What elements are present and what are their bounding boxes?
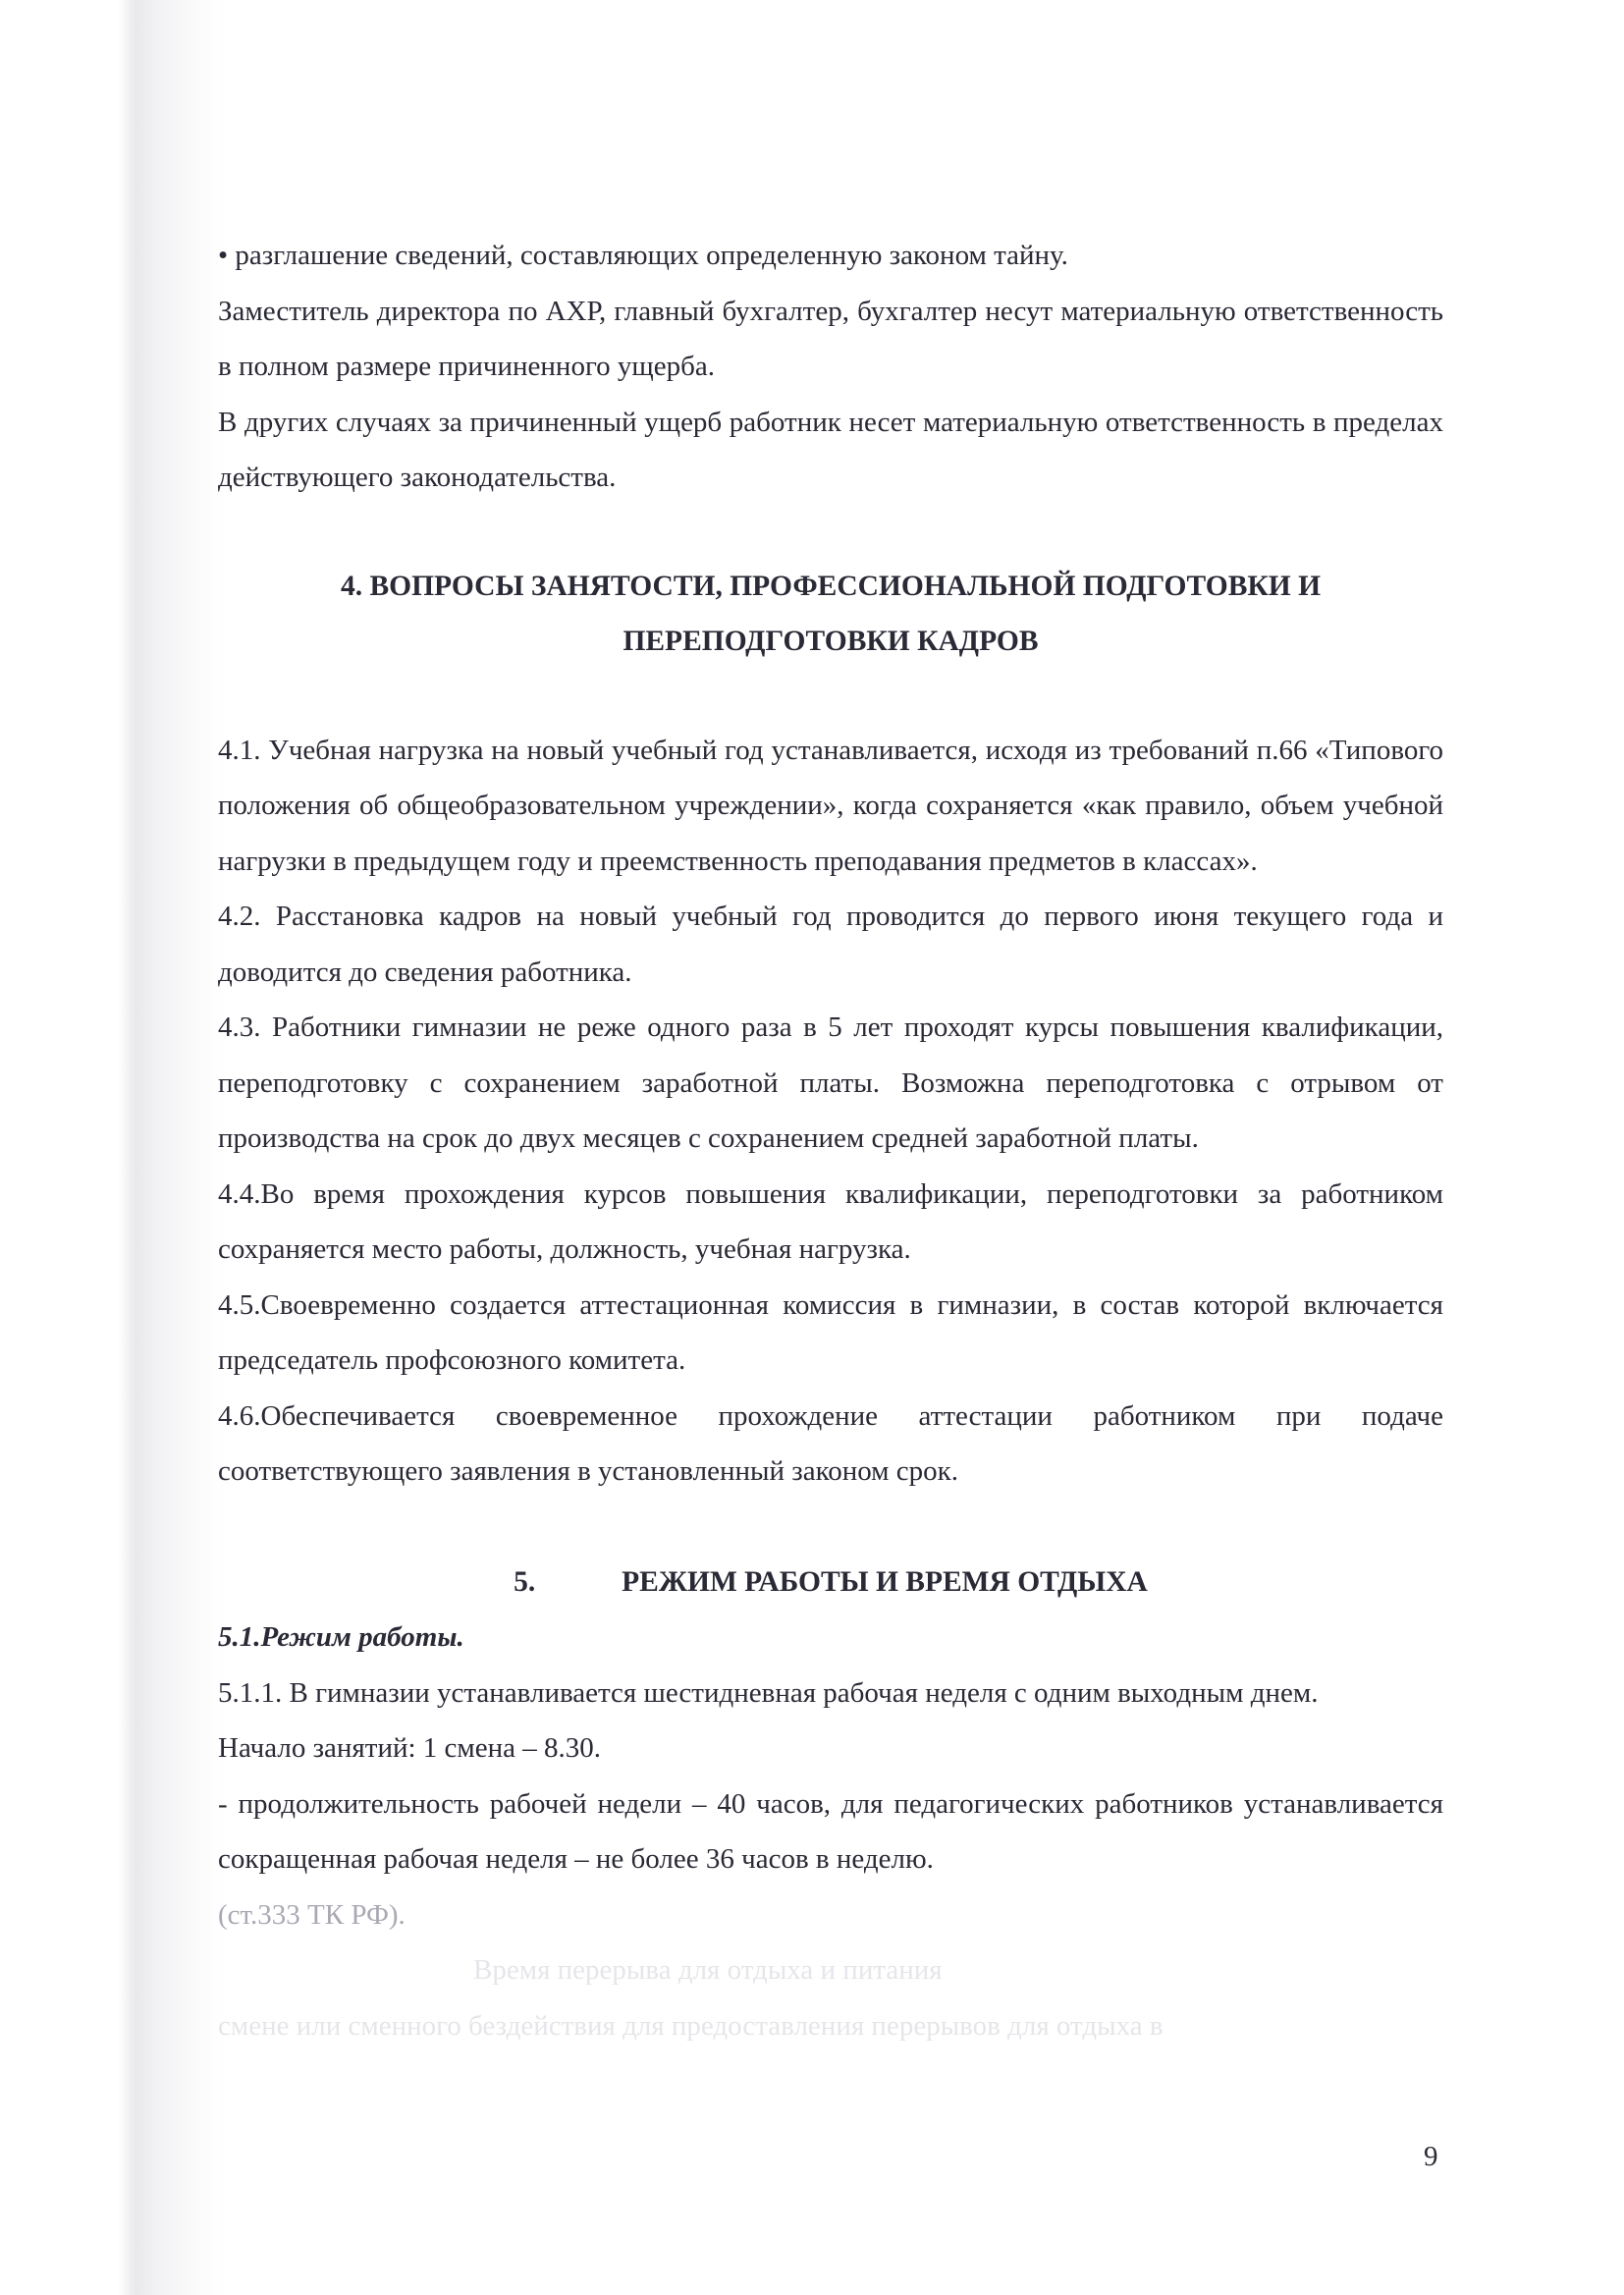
liability-paragraph: Заместитель директора по АХР, главный бухгалтер, бухгалтер несут материальную ответственность в полном размере причиненного ущерба.	[218, 295, 1443, 382]
section-4-heading	[218, 559, 1443, 670]
bullet-paragraph: • разглашение сведений, составляющих определенную законом тайну.	[218, 240, 1068, 271]
labor-code-reference: (ст.333 ТК РФ).	[218, 1898, 406, 1931]
section-4-heading-line-2: ПЕРЕПОДГОТОВКИ КАДРОВ	[623, 626, 1039, 657]
section-5-number: 5.	[514, 1565, 536, 1598]
faded-text-line-2: смене или сменного бездействия для предоставления перерывов для отдыха в	[218, 2009, 1164, 2042]
page-number: 9	[1424, 2141, 1438, 2172]
section-4-heading-line-1: 4. ВОПРОСЫ ЗАНЯТОСТИ, ПРОФЕССИОНАЛЬНОЙ ПОДГОТОВКИ И	[340, 570, 1322, 602]
subsection-5-1-heading: 5.1.Режим работы.	[218, 1621, 464, 1653]
clause-4-6: 4.6.Обеспечивается своевременное прохождение аттестации работником при подаче соответствующего заявления в установленный законом срок.	[218, 1399, 1443, 1487]
clause-5-1-1: 5.1.1. В гимназии устанавливается шестидневная рабочая неделя с одним выходным днем.	[218, 1676, 1319, 1709]
other-cases-paragraph: В других случаях за причиненный ущерб работник несет материальную ответственность в пределах действующего законодательства.	[218, 406, 1443, 493]
clause-4-4: 4.4.Во время прохождения курсов повышения квалификации, переподготовки за работником сохраняется место работы, должность, учебная нагрузка.	[218, 1177, 1443, 1265]
section-5-title: РЕЖИМ РАБОТЫ И ВРЕМЯ ОТДЫХА	[622, 1565, 1148, 1598]
clause-4-3: 4.3. Работники гимназии не реже одного раза в 5 лет проходят курсы повышения квалификации, переподготовку с сохранением заработной платы. Возможна переподготовка с отрывом от производства на срок до двух месяцев с сохранением средней заработной платы.	[218, 1011, 1443, 1154]
clause-4-1: 4.1. Учебная нагрузка на новый учебный год устанавливается, исходя из требований п.66 «Типового положения об общеобразовательном учреждении», когда сохраняется «как правило, объем учебной нагрузки в предыдущем году и преемственность преподавания предметов в классах».	[218, 734, 1443, 877]
section-5-heading	[218, 1555, 1443, 1611]
document-page	[218, 228, 1443, 2053]
faded-text-line-1: Время перерыва для отдыха и питания	[473, 1954, 943, 1986]
clause-4-2: 4.2. Расстановка кадров на новый учебный год проводится до первого июня текущего года и доводится до сведения работника.	[218, 901, 1443, 988]
clause-4-5: 4.5.Своевременно создается аттестационная комиссия в гимназии, в состав которой включается председатель профсоюзного комитета.	[218, 1288, 1443, 1376]
work-week-duration: - продолжительность рабочей недели – 40 часов, для педагогических работников устанавливается сокращенная рабочая неделя – не более 36 часов в неделю.	[218, 1787, 1443, 1875]
classes-start-line: Начало занятий: 1 смена – 8.30.	[218, 1732, 602, 1764]
scan-edge-shadow	[0, 0, 226, 2295]
